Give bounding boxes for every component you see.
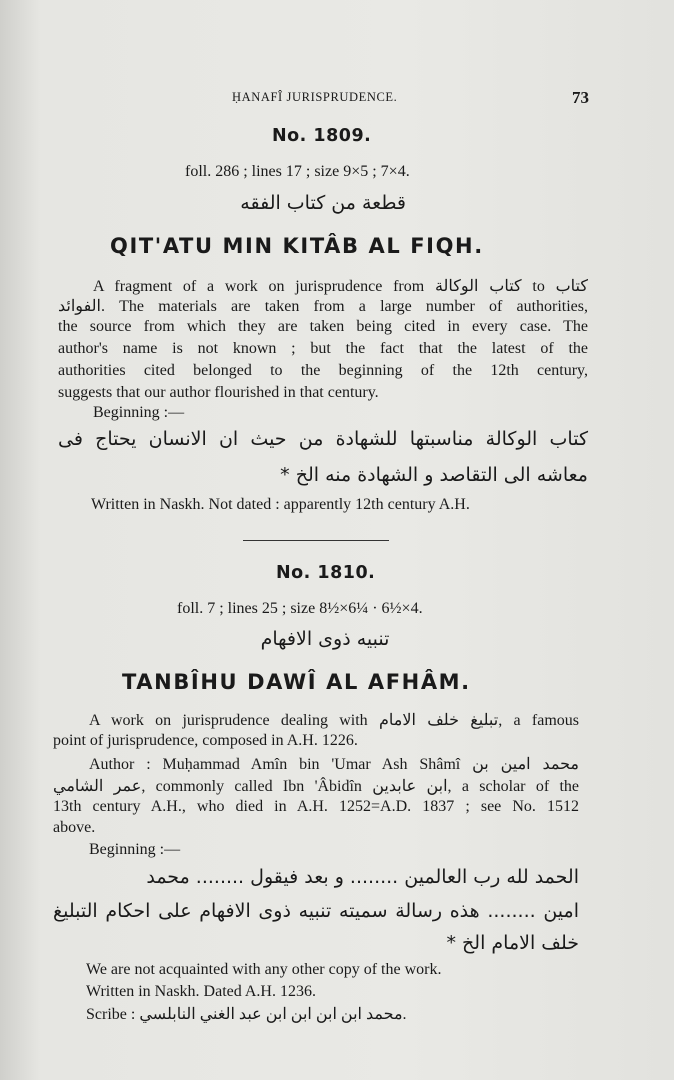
beginning-label: Beginning :— <box>89 841 181 858</box>
entry-arabic-title: قطعة من كتاب الفقه <box>240 192 406 214</box>
description-line: suggests that our author flourished in that century. <box>58 384 379 401</box>
entry-specs: foll. 286 ; lines 17 ; size 9×5 ; 7×4. <box>185 163 410 180</box>
description-line: A work on jurisprudence dealing with تبليغ خلف الامام, a famous <box>89 712 580 729</box>
beginning-arabic-line: خلف الامام الخ * <box>446 932 579 954</box>
page-number: 73 <box>572 88 589 107</box>
description-line: author's name is not known ; but the fact that the latest of the <box>58 340 588 357</box>
description-line: above. <box>53 819 96 836</box>
beginning-arabic-line: امين ........ هذه رسالة سميته تنبيه ذوى الافهام على احكام التبليغ <box>53 900 579 922</box>
entry-specs: foll. 7 ; lines 25 ; size 8½×6¼ · 6½×4. <box>177 600 423 617</box>
beginning-arabic-line: معاشه الى التقاصد و الشهادة منه الخ * <box>280 464 588 486</box>
entry-note: Written in Naskh. Not dated : apparently 12th century A.H. <box>91 496 470 513</box>
entry-number: No. 1809. <box>272 126 372 146</box>
description-line: عمر الشامي, commonly called Ibn 'Âbidîn ابن عابدين, a scholar of the <box>53 778 580 795</box>
entry-arabic-title: تنبيه ذوى الافهام <box>260 628 390 650</box>
beginning-arabic-line: كتاب الوكالة مناسبتها للشهادة من حيث ان الانسان يحتاج فى <box>58 428 588 450</box>
description-line: point of jurisprudence, composed in A.H. 1226. <box>53 732 358 749</box>
beginning-label: Beginning :— <box>93 404 185 421</box>
description-line: authorities cited belonged to the beginning of the 12th century, <box>58 362 588 379</box>
description-line: the source from which they are taken being cited in every case. The <box>58 318 588 335</box>
entry-title: QIT'ATU MIN KITÂB AL FIQH. <box>110 234 484 258</box>
description-line: A fragment of a work on jurisprudence from كتاب الوكالة to كتاب <box>93 278 588 295</box>
running-header-title: ḤANAFÎ JURISPRUDENCE. <box>232 90 398 104</box>
section-divider <box>243 540 389 541</box>
beginning-arabic-line: الحمد لله رب العالمين ........ و بعد فيقول ........ محمد <box>146 866 579 888</box>
description-line: 13th century A.H., who died in A.H. 1252=A.D. 1837 ; see No. 1512 <box>53 798 579 815</box>
entry-number: No. 1810. <box>276 563 376 583</box>
entry-note: Scribe : محمد ابن ابن ابن ابن عبد الغني النابلسي. <box>86 1006 407 1023</box>
entry-title: TANBÎHU DAWÎ AL AFHÂM. <box>122 670 471 694</box>
entry-note: Written in Naskh. Dated A.H. 1236. <box>86 983 316 1000</box>
entry-note: We are not acquainted with any other copy of the work. <box>86 961 442 978</box>
description-line: Author : Muḥammad Amîn bin 'Umar Ash Shâmî محمد امين بن <box>89 756 579 773</box>
description-line: الفوائد. The materials are taken from a large number of authorities, <box>58 298 588 315</box>
